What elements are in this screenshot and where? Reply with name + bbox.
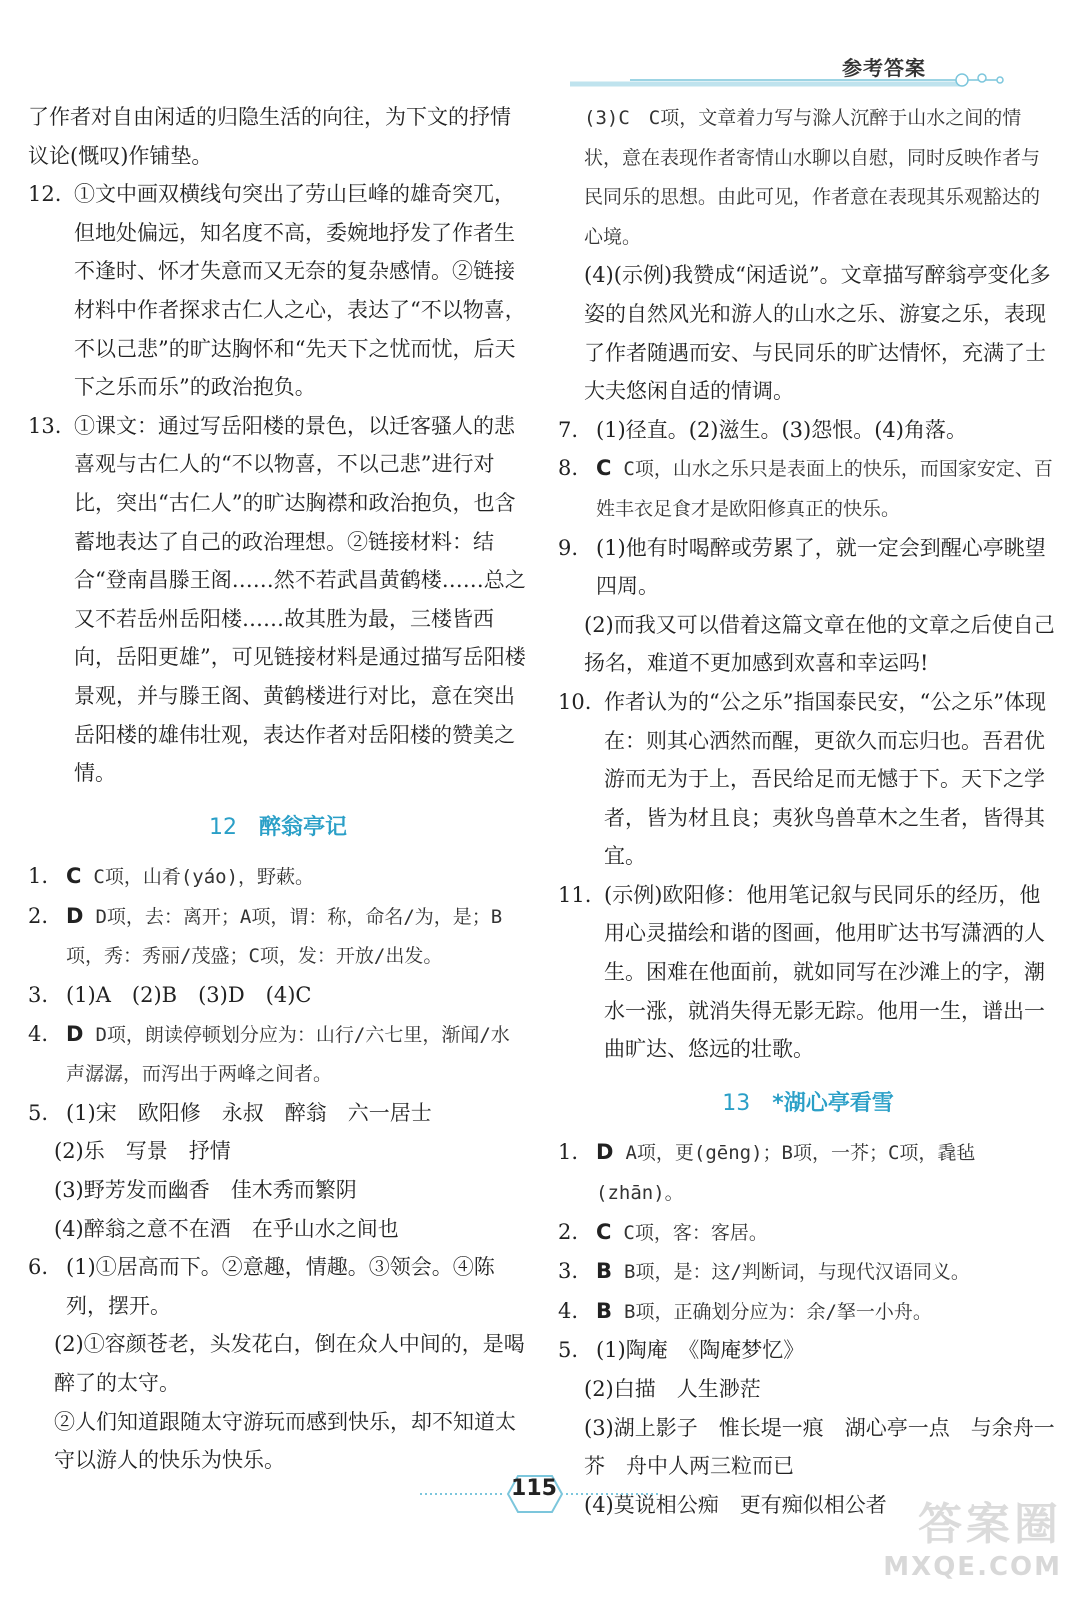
answer-item-4 bbox=[558, 1292, 1058, 1332]
answer-item-12 bbox=[28, 175, 528, 407]
item-number: 8. bbox=[558, 456, 579, 481]
section-title: 醉翁亭记 bbox=[258, 814, 347, 840]
header-title: 参考答案 bbox=[842, 56, 926, 80]
answer-subitem: (2)①容颜苍老，头发花白，倒在众人中间的，是喝醉了的太守。 bbox=[54, 1332, 525, 1395]
answer-item-7 bbox=[558, 411, 1058, 450]
item-number: 9. bbox=[558, 535, 579, 560]
section-number: 12 bbox=[208, 814, 237, 840]
item-text: C项，山水之乐只是表面上的快乐，而国家安定、百姓丰衣足食才是欧阳修真正的快乐。 bbox=[596, 458, 1053, 520]
answer-letter: D bbox=[66, 903, 84, 928]
left-column bbox=[28, 98, 528, 1480]
item-text: (1)陶庵 《陶庵梦忆》 bbox=[596, 1338, 805, 1363]
item-text: A项，更(gēng)；B项，一芥；C项，毳毡(zhān)。 bbox=[596, 1142, 976, 1205]
answer-item-2 bbox=[28, 897, 528, 976]
item-text: D项，去：离开；A项，谓：称，命名/为，是；B项，秀：秀丽/茂盛；C项，发：开放/出发。 bbox=[66, 905, 503, 968]
answer-subitem: (2)而我又可以借着这篇文章在他的文章之后使自己扬名，难道不更加感到欢喜和幸运吗! bbox=[584, 612, 1055, 676]
answer-subitem: (4)醉翁之意不在酒 在乎山水之间也 bbox=[54, 1216, 399, 1241]
answer-item-2 bbox=[558, 1213, 1058, 1253]
item-number: 3. bbox=[28, 983, 49, 1008]
watermark bbox=[883, 1488, 1062, 1582]
item-number: 4. bbox=[558, 1298, 579, 1323]
item-number: 13. bbox=[28, 413, 62, 438]
answer-subitem: (2)白描 人生渺茫 bbox=[584, 1377, 761, 1401]
answer-letter: B bbox=[596, 1298, 613, 1323]
answer-subitem: (3)野芳发而幽香 佳木秀而繁阴 bbox=[54, 1178, 357, 1203]
item-text: (1)①居高而下。②意趣，情趣。③领会。④陈列，摆开。 bbox=[66, 1255, 495, 1318]
item-number: 11. bbox=[558, 882, 592, 907]
item-text: (示例)欧阳修：他用笔记叙与民同乐的经历，他用心灵描绘和谐的图画，他用旷达书写潇洒的人生。困难在他面前，就如同写在沙滩上的字，潮水一涨，就消失得无影无踪。他用一生，谱出一曲旷达、悠远的壮歌。 bbox=[604, 882, 1045, 1062]
answer-letter: D bbox=[596, 1140, 614, 1165]
answer-text: 了作者对自由闲适的归隐生活的向往，为下文的抒情议论(慨叹)作铺垫。 bbox=[28, 105, 511, 168]
item-text: (1)他有时喝醉或劳累了，就一定会到醒心亭眺望四周。 bbox=[596, 535, 1046, 599]
answer-item-5 bbox=[558, 1331, 1058, 1370]
item-number: 6. bbox=[28, 1255, 49, 1280]
watermark-logo: 答案圈 bbox=[918, 1499, 1062, 1550]
answer-item-6 bbox=[28, 1248, 528, 1325]
item-number: 5. bbox=[28, 1100, 49, 1125]
item-number: 3. bbox=[558, 1259, 579, 1284]
answer-letter: D bbox=[66, 1021, 84, 1046]
answer-subitem: ②人们知道跟随太守游玩而感到快乐，却不知道太守以游人的快乐为快乐。 bbox=[54, 1409, 516, 1473]
answer-item-8 bbox=[558, 449, 1058, 528]
answer-item-9 bbox=[558, 529, 1058, 606]
item-number: 1. bbox=[558, 1140, 579, 1165]
item-number: 2. bbox=[558, 1219, 579, 1244]
watermark-url: MXQE.COM bbox=[883, 1552, 1062, 1582]
item-text: B项，是：这/判断词，与现代汉语同义。 bbox=[624, 1261, 970, 1284]
item-text: C项，山肴(yáo)，野蔌。 bbox=[93, 866, 315, 889]
answer-item-5 bbox=[28, 1094, 528, 1133]
answer-item-11 bbox=[558, 876, 1058, 1069]
item-text: (1)径直。(2)滋生。(3)怨恨。(4)角落。 bbox=[596, 417, 967, 442]
right-column bbox=[558, 98, 1058, 1524]
answer-subitem: (4)莫说相公痴 更有痴似相公者 bbox=[584, 1492, 887, 1517]
page-footer bbox=[420, 1472, 660, 1532]
answer-item-3 bbox=[28, 976, 528, 1015]
item-number: 4. bbox=[28, 1021, 49, 1046]
section-number: 13 bbox=[722, 1090, 751, 1116]
answer-letter: C bbox=[66, 864, 82, 889]
answer-subitem: (4)(示例)我赞成“闲适说”。文章描写醉翁亭变化多姿的自然风光和游人的山水之乐、游宴之乐，表现了作者随遇而安、与民同乐的旷达情怀，充满了士大夫悠闲自适的情调。 bbox=[584, 263, 1051, 404]
answer-letter: C bbox=[596, 1219, 612, 1244]
answer-letter: B bbox=[596, 1259, 613, 1284]
item-number: 5. bbox=[558, 1338, 579, 1363]
item-text: (1)宋 欧阳修 永叔 醉翁 六一居士 bbox=[66, 1100, 432, 1125]
item-text: D项，朗读停顿划分应为：山行/六七里，渐闻/水声潺潺，而泻出于两峰之间者。 bbox=[66, 1023, 510, 1086]
item-text: ①课文：通过写岳阳楼的景色，以迁客骚人的悲喜观与古仁人的“不以物喜，不以己悲”进行对比，突出“古仁人”的旷达胸襟和政治抱负，也含蓄地表达了自己的政治理想。②链接材料：结合“登南昌滕王阁……然不若武昌黄鹤楼……总之又不若岳州岳阳楼……故其胜为最，三楼皆西向，岳阳更雄”，可见链接材料是通过描写岳阳楼景观，并与滕王阁、黄鹤楼进行对比，意在突出岳阳楼的雄伟壮观，表达作者对岳阳楼的赞美之情。 bbox=[74, 413, 526, 786]
item-text: (1)A (2)B (3)D (4)C bbox=[66, 983, 312, 1008]
section-heading-13 bbox=[558, 1085, 1058, 1124]
answer-item-10 bbox=[558, 683, 1058, 876]
item-number: 7. bbox=[558, 417, 579, 442]
item-number: 2. bbox=[28, 903, 49, 928]
item-text: ①文中画双横线句突出了劳山巨峰的雄奇突兀，但地处偏远，知名度不高，委婉地抒发了作者生不逢时、怀才失意而又无奈的复杂感情。②链接材料中作者探求古仁人之心，表达了“不以物喜，不以己悲”的旷达胸怀和“先天下之忧而忧，后天下之乐而乐”的政治抱负。 bbox=[74, 182, 526, 400]
answer-item-1 bbox=[28, 857, 528, 897]
answer-subitem: (2)乐 写景 抒情 bbox=[54, 1139, 231, 1164]
answer-item-13 bbox=[28, 407, 528, 793]
answer-subitem bbox=[558, 98, 1058, 256]
item-text: B项，正确划分应为：余/拏一小舟。 bbox=[624, 1300, 932, 1323]
answer-item-4 bbox=[28, 1015, 528, 1094]
section-heading-12 bbox=[28, 809, 528, 848]
item-number: 1. bbox=[28, 864, 49, 889]
answer-item-3 bbox=[558, 1252, 1058, 1292]
item-number: 12. bbox=[28, 182, 62, 207]
answer-subitem: (3)湖上影子 惟长堤一痕 湖心亭一点 与余舟一芥 舟中人两三粒而已 bbox=[584, 1415, 1055, 1479]
item-text: 作者认为的“公之乐”指国泰民安，“公之乐”体现在：则其心洒然而醒，更欲久而忘归也。吾君优游而无为于上，吾民给足而无憾于下。天下之学者，皆为材且良；夷狄鸟兽草木之生者，皆得其宜。 bbox=[604, 689, 1046, 869]
header-decoration bbox=[570, 68, 1040, 98]
item-text: (3)C C项，文章着力写与滁人沉醉于山水之间的情状，意在表现作者寄情山水聊以自慰，同时反映作者与民同乐的思想。由此可见，作者意在表现其乐观豁达的心境。 bbox=[584, 107, 1041, 248]
answer-letter: C bbox=[596, 456, 612, 481]
item-text: C项，客：客居。 bbox=[623, 1221, 768, 1244]
page-number: 115 bbox=[511, 1476, 557, 1501]
answer-item-1 bbox=[558, 1133, 1058, 1212]
item-number: 10. bbox=[558, 689, 592, 714]
section-title: *湖心亭看雪 bbox=[772, 1090, 894, 1116]
